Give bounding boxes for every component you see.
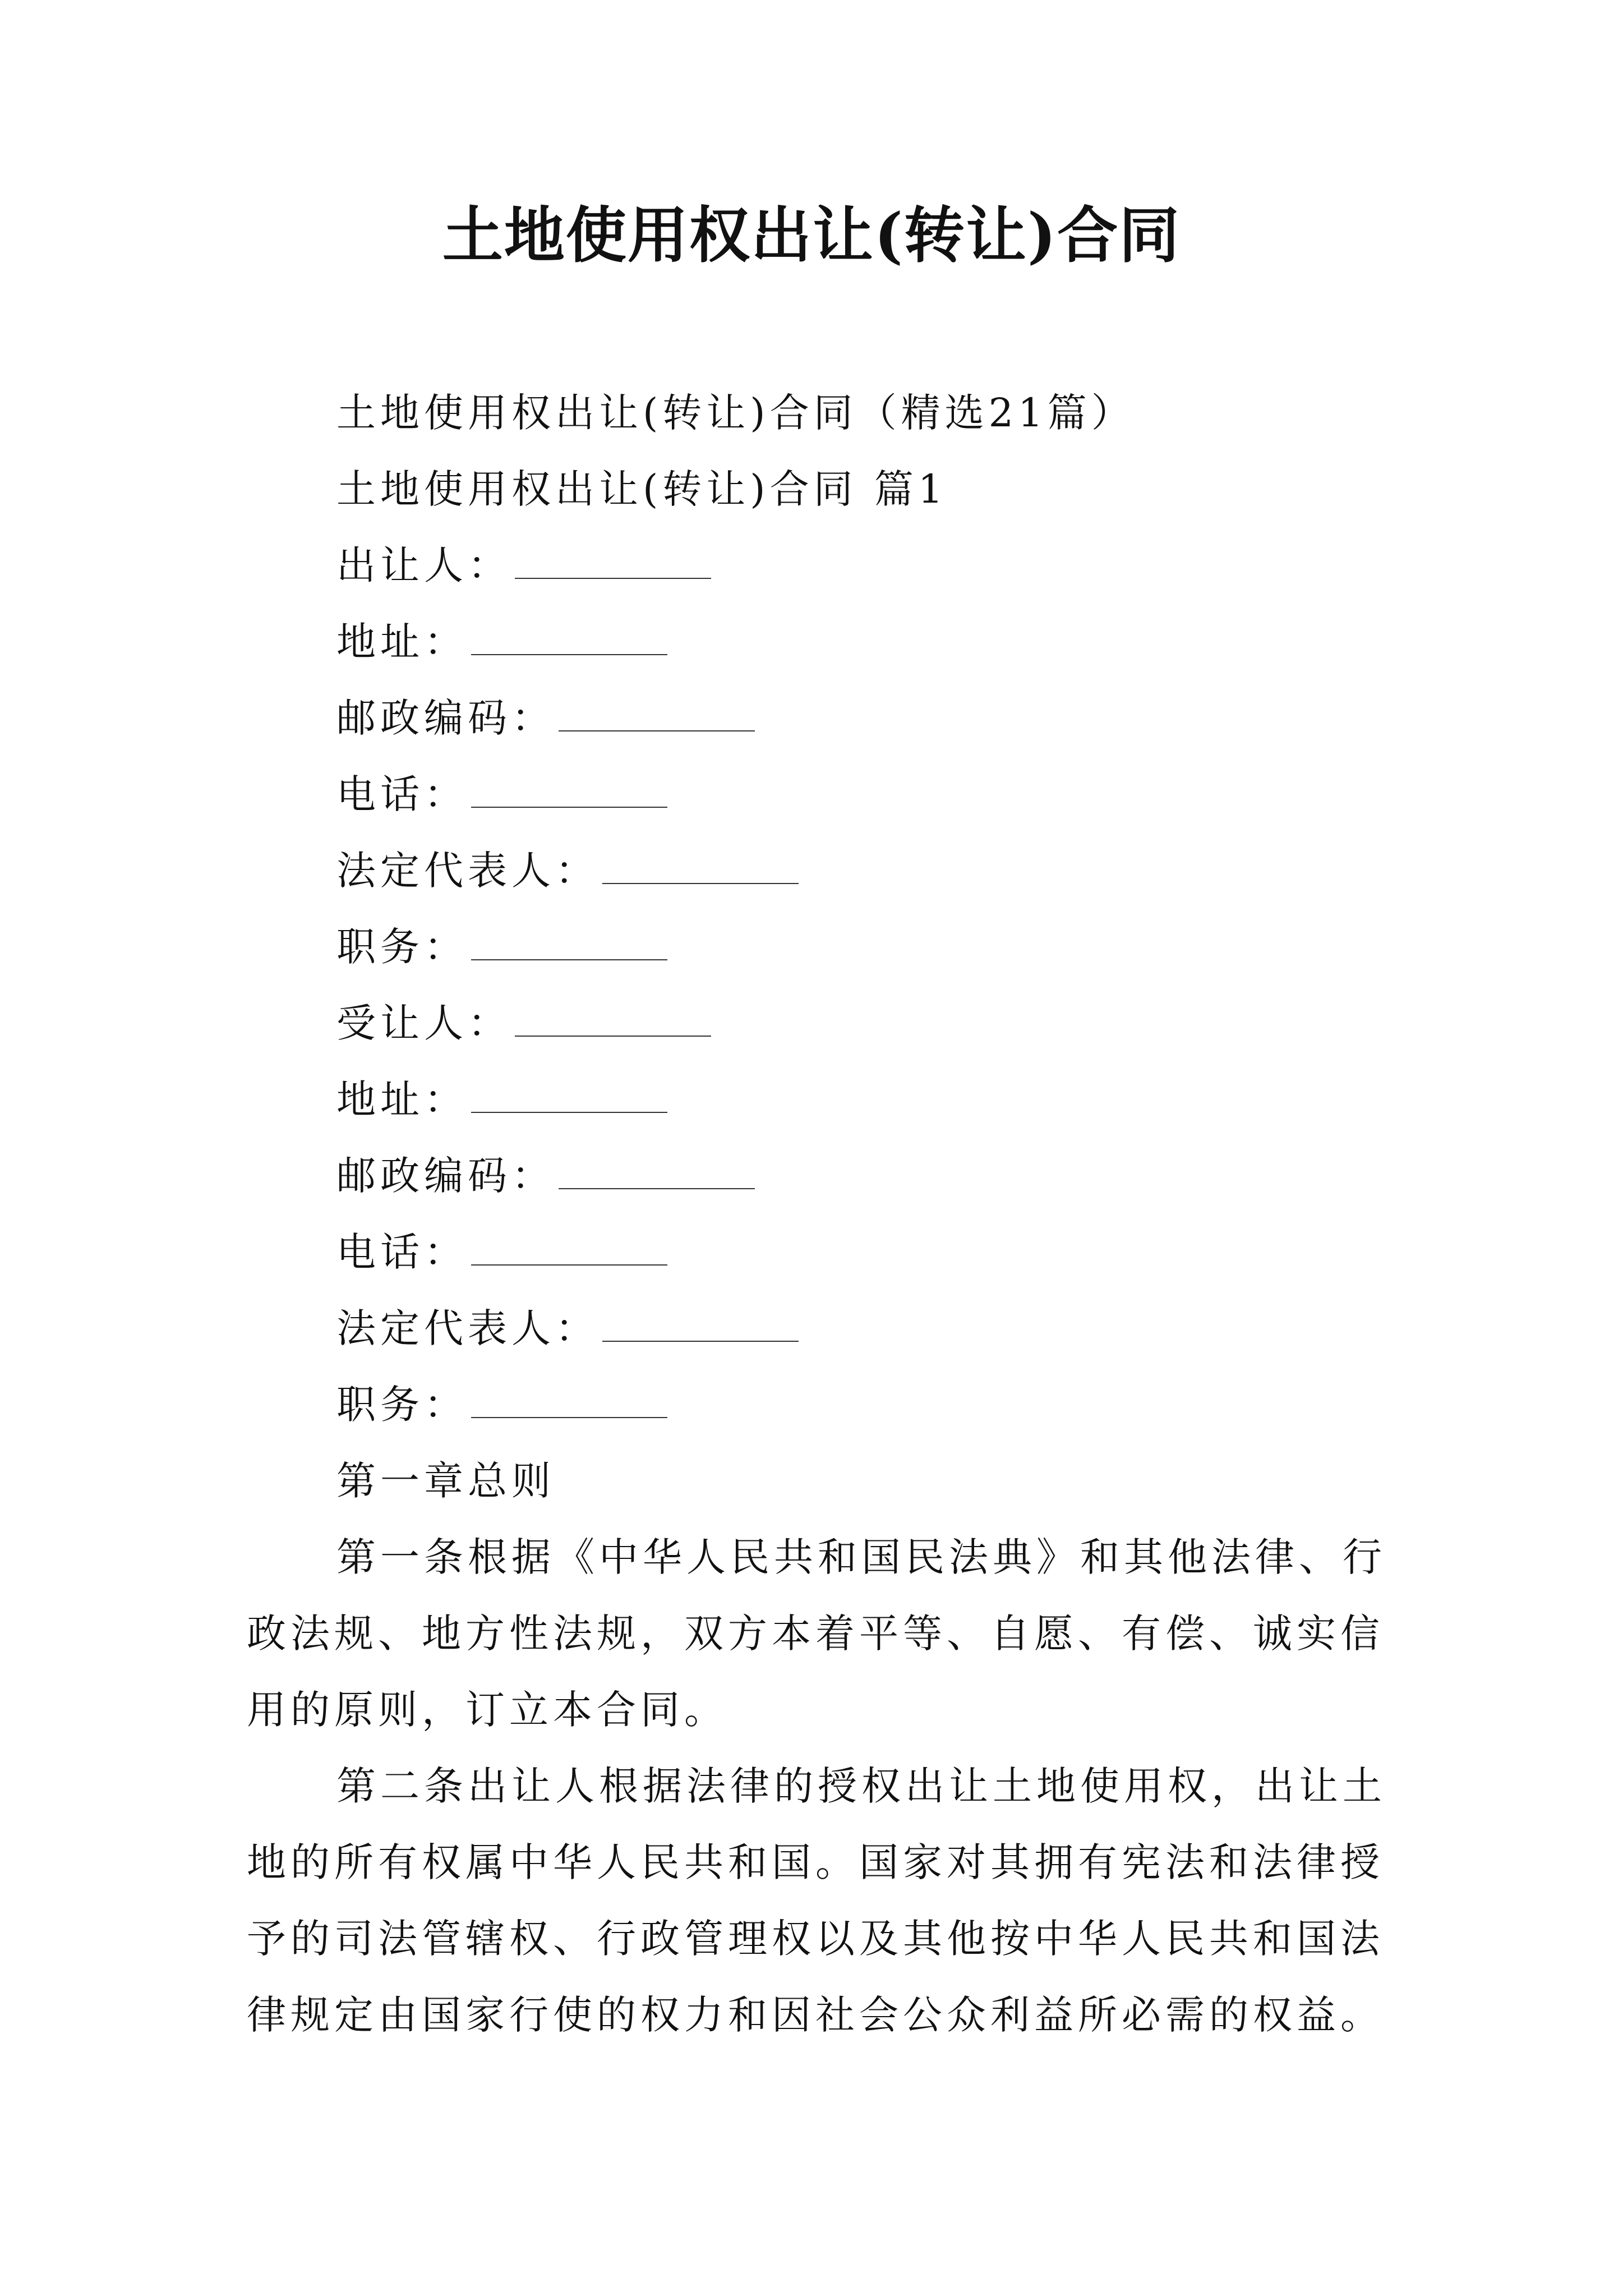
blank-line [515, 1003, 711, 1037]
field-transferee [336, 985, 711, 1061]
field-label: 职务： [336, 924, 468, 970]
field-transferee-phone [336, 1214, 667, 1290]
article2-line: 第二条出让人根据法律的授权出让土地使用权，出让土 [336, 1763, 1386, 1809]
blank-line [471, 1384, 667, 1418]
blank-line [471, 1079, 667, 1113]
field-label: 法定代表人： [336, 848, 599, 894]
field-label: 出让人： [336, 542, 511, 588]
field-label: 电话： [336, 1229, 468, 1275]
field-label: 地址： [336, 619, 468, 665]
field-transferor-address [336, 604, 667, 680]
field-transferee-address [336, 1061, 667, 1138]
section-heading: 土地使用权出让(转让)合同 篇1 [336, 466, 948, 512]
field-label: 受让人： [336, 1000, 511, 1046]
field-transferor-phone [336, 756, 667, 832]
field-label: 邮政编码： [336, 1153, 555, 1199]
field-transferor-position [336, 909, 667, 985]
blank-line [471, 1232, 667, 1266]
field-label: 法定代表人： [336, 1305, 599, 1351]
field-label: 电话： [336, 771, 468, 817]
field-transferor-postcode [336, 680, 755, 756]
blank-line [471, 774, 667, 808]
field-label: 职务： [336, 1382, 468, 1428]
field-transferee-position [336, 1366, 667, 1443]
field-transferee-postcode [336, 1138, 755, 1214]
blank-line [602, 1308, 799, 1342]
document-subtitle: 土地使用权出让(转让)合同（精选21篇） [336, 390, 1135, 436]
article1-line: 用的原则，订立本合同。 [247, 1687, 728, 1733]
article1-line: 第一条根据《中华人民共和国民法典》和其他法律、行 [336, 1534, 1386, 1580]
article2-line: 予的司法管辖权、行政管理权以及其他按中华人民共和国法 [247, 1916, 1384, 1962]
field-label: 邮政编码： [336, 695, 555, 741]
chapter-heading: 第一章总则 [336, 1458, 555, 1504]
blank-line [515, 545, 711, 579]
article2-line: 地的所有权属中华人民共和国。国家对其拥有宪法和法律授 [247, 1839, 1384, 1885]
blank-line [471, 927, 667, 960]
field-transferor-legal-rep [336, 832, 799, 909]
field-transferor [336, 527, 711, 604]
blank-line [471, 622, 667, 655]
field-transferee-legal-rep [336, 1290, 799, 1366]
blank-line [559, 698, 755, 731]
article2-line: 律规定由国家行使的权力和因社会公众利益所必需的权益。 [247, 1992, 1384, 2038]
field-label: 地址： [336, 1076, 468, 1122]
blank-line [559, 1156, 755, 1189]
blank-line [602, 850, 799, 884]
document-title: 土地使用权出让(转让)合同 [442, 200, 1181, 271]
article1-line: 政法规、地方性法规，双方本着平等、自愿、有偿、诚实信 [247, 1611, 1384, 1657]
